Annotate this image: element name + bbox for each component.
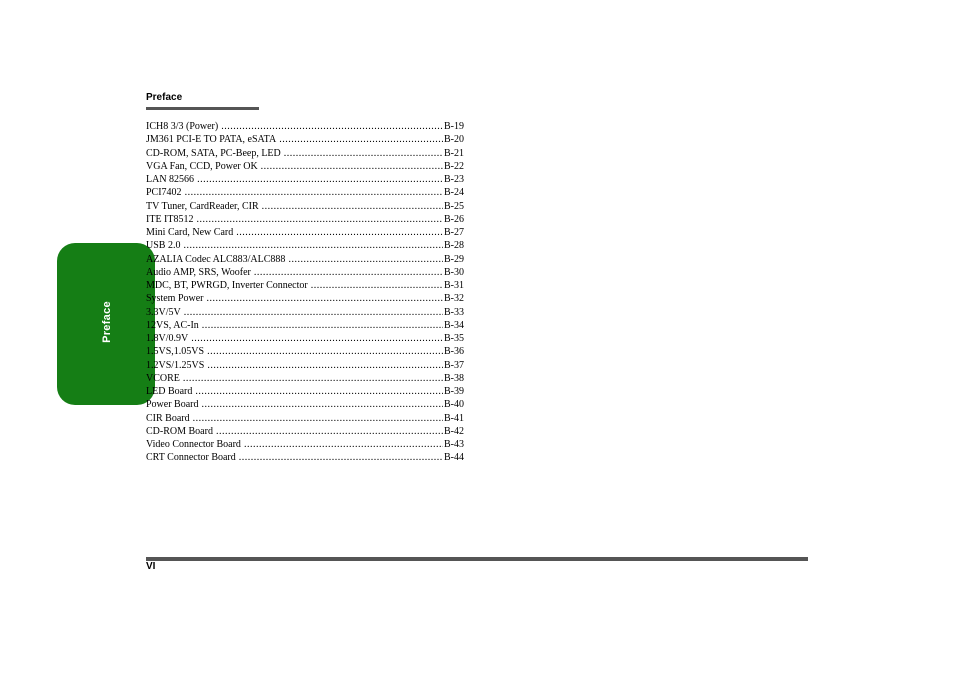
toc-entry-page: B-20 [444,134,464,146]
toc-entry-title: Video Connector Board [146,439,241,450]
toc-entry-page: B-23 [444,174,464,185]
toc-entry-title: AZALIA Codec ALC883/ALC888 [146,253,286,265]
toc-entry-page: B-42 [444,425,464,437]
toc-entry-page: B-44 [444,452,464,464]
toc-entry[interactable] [146,306,464,319]
toc-entry-page: B-36 [444,346,464,358]
toc-entry[interactable] [146,398,464,411]
toc-entry-page: B-41 [444,412,464,424]
toc-entry-page: B-19 [444,121,464,132]
toc-entry[interactable] [146,133,464,146]
toc-entry-title: USB 2.0 [146,240,181,252]
toc-dot-leader [191,332,443,345]
toc-dot-leader [216,425,443,438]
toc-dot-leader [183,372,443,385]
toc-entry[interactable] [146,319,464,332]
section-header-label: Preface [146,92,183,103]
toc-entry-page: B-25 [444,200,464,212]
toc-dot-leader [207,359,443,372]
toc-dot-leader [207,345,443,358]
toc-dot-leader [221,120,443,133]
section-header-rule [146,107,259,110]
table-of-contents [146,120,464,465]
toc-entry-title: ITE IT8512 [146,213,194,225]
toc-entry[interactable] [146,120,464,133]
toc-entry[interactable] [146,186,464,199]
toc-entry-title: VGA Fan, CCD, Power OK [146,160,258,172]
toc-dot-leader [184,306,443,319]
toc-entry[interactable] [146,213,464,226]
toc-entry-title: Mini Card, New Card [146,227,234,238]
footer-page-number: VI [146,561,156,572]
toc-dot-leader [244,438,443,451]
toc-entry-page: B-29 [444,253,464,265]
toc-dot-leader [311,279,443,292]
toc-entry-title: 12VS, AC-In [146,319,199,331]
toc-entry-page: B-26 [444,213,464,225]
toc-dot-leader [207,292,444,305]
toc-entry[interactable] [146,372,464,385]
toc-entry-page: B-28 [444,240,464,252]
toc-entry-title: Power Board [146,399,199,411]
toc-entry[interactable] [146,292,464,305]
toc-entry[interactable] [146,425,464,438]
toc-entry-title: 1.5VS,1.05VS [146,346,205,358]
toc-entry-title: 1.2VS/1.25VS [146,359,205,371]
toc-entry[interactable] [146,412,464,425]
toc-entry[interactable] [146,173,464,186]
toc-dot-leader [288,253,443,266]
toc-entry-title: CIR Board [146,412,190,424]
toc-entry[interactable] [146,147,464,160]
toc-dot-leader [254,266,443,279]
toc-entry-title: CD-ROM Board [146,425,213,437]
toc-entry[interactable] [146,200,464,213]
toc-entry-page: B-30 [444,266,464,278]
toc-entry-page: B-43 [444,439,464,450]
toc-entry-page: B-35 [444,333,464,344]
toc-dot-leader [195,385,443,398]
toc-entry[interactable] [146,385,464,398]
toc-entry-page: B-33 [444,306,464,318]
footer-rule [146,557,808,561]
toc-entry-page: B-21 [444,147,464,159]
toc-dot-leader [261,160,443,173]
toc-entry-title: System Power [146,293,204,305]
toc-dot-leader [202,319,443,332]
toc-entry-title: 1.8V/0.9V [146,333,189,344]
toc-entry-title: Audio AMP, SRS, Woofer [146,266,251,278]
toc-entry-title: MDC, BT, PWRGD, Inverter Connector [146,280,308,291]
toc-entry[interactable] [146,359,464,372]
toc-entry-title: ICH8 3/3 (Power) [146,121,219,132]
toc-dot-leader [183,239,443,252]
toc-entry-title: PCI7402 [146,187,182,199]
toc-entry[interactable] [146,160,464,173]
toc-entry[interactable] [146,451,464,464]
toc-dot-leader [236,226,443,239]
toc-entry-title: TV Tuner, CardReader, CIR [146,200,259,212]
toc-dot-leader [262,200,443,213]
toc-entry-page: B-32 [444,293,464,305]
toc-entry-title: 3.3V/5V [146,306,181,318]
toc-entry-page: B-34 [444,319,464,331]
toc-dot-leader [193,412,443,425]
toc-entry[interactable] [146,253,464,266]
toc-entry-title: LED Board [146,386,193,397]
toc-dot-leader [239,451,443,464]
toc-entry-title: CRT Connector Board [146,452,236,464]
toc-entry-title: LAN 82566 [146,174,195,185]
toc-entry-page: B-40 [444,399,464,411]
toc-entry-page: B-27 [444,227,464,238]
toc-entry[interactable] [146,279,464,292]
toc-entry[interactable] [146,345,464,358]
toc-entry[interactable] [146,332,464,345]
toc-entry-page: B-39 [444,386,464,397]
toc-entry-page: B-37 [444,359,464,371]
toc-entry-title: VCORE [146,372,180,384]
toc-entry[interactable] [146,239,464,252]
toc-entry[interactable] [146,266,464,279]
toc-dot-leader [197,173,443,186]
toc-entry-page: B-31 [444,280,464,291]
toc-entry-page: B-22 [444,160,464,172]
toc-dot-leader [202,398,444,411]
toc-entry[interactable] [146,226,464,239]
side-tab-label: Preface [101,301,113,343]
toc-dot-leader [185,186,443,199]
toc-entry-page: B-24 [444,187,464,199]
toc-dot-leader [197,213,444,226]
toc-dot-leader [284,147,443,160]
toc-entry[interactable] [146,438,464,451]
toc-dot-leader [279,133,443,146]
toc-entry-title: CD-ROM, SATA, PC-Beep, LED [146,147,281,159]
toc-entry-title: JM361 PCI-E TO PATA, eSATA [146,134,277,146]
toc-entry-page: B-38 [444,372,464,384]
